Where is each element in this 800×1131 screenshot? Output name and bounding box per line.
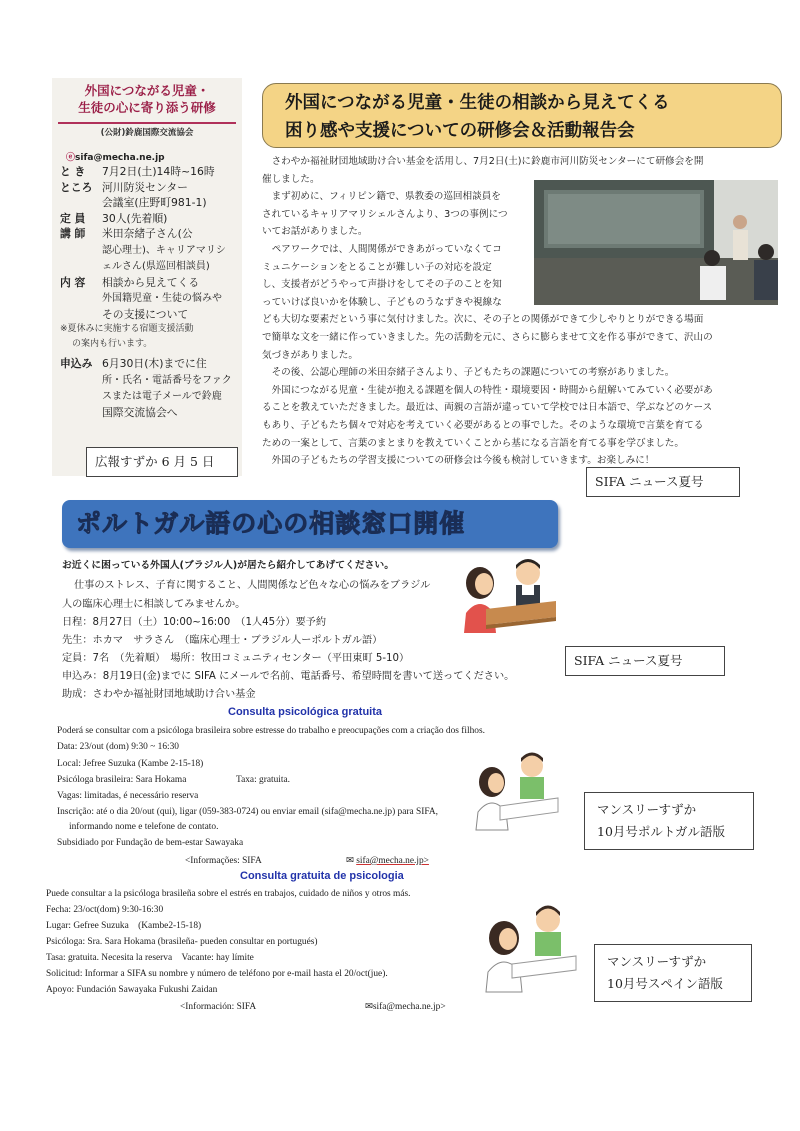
pt-vagas: Vagas: limitadas, é necessário reserva	[57, 791, 199, 801]
pt-heading: Consulta psicológica gratuita	[228, 706, 383, 718]
pt-email[interactable]: ✉ sifa@mecha.ne.jp>	[346, 856, 429, 866]
counseling-people-icon	[478, 896, 578, 996]
counseling-people-icon	[456, 553, 560, 641]
report-para: もあり、子どもたち個々で対応を考えていく必要があるとの事でした。そのような環境で言葉を育てる	[262, 420, 704, 431]
flyer-apply: 申込み 6月30日(木)までに住 所・氏名・電話番号をファク スまたは電子メールで鈴鹿 国際交流協会へ	[60, 357, 232, 419]
jp-apply: 申込み：8月19日(金)までに SIFA にメールで名前、電話番号、希望時間を書いて送ってください。	[62, 671, 515, 682]
pt-inscricao: Inscrição: até o dia 20/out (qui), ligar (059-383-0724) ou enviar email (sifa@mecha.ne.jp) para SIFA,	[57, 807, 438, 817]
report-para: ミュニケーションをとることが難しい子の対応を設定	[262, 261, 492, 273]
source-tag-monthly-es: マンスリーすずか 10月号スペイン語版	[594, 944, 752, 1002]
report-para: されているキャリアマリシェルさんより、3つの事例につ	[262, 208, 508, 220]
es-fecha: Fecha: 23/oct(dom) 9:30-16:30	[46, 905, 164, 915]
training-photo-illustration	[534, 180, 778, 305]
es-tasa: Tasa: gratuita. Necesita la reserva Vacante: hay límite	[46, 953, 254, 963]
pt-psicologa: Psicóloga brasileira: Sara Hokama	[57, 775, 187, 785]
es-solicitud: Solicitud: Informar a SIFA su nombre y número de teléfono por e-mail hasta el 20/oct(jue).	[46, 969, 388, 979]
jp-support: 助成：さわやか福祉財団地域助け合い基金	[62, 689, 256, 700]
report-para: 気づきがありました。	[262, 349, 358, 361]
source-tag-sifa-report: SIFA ニュース夏号	[586, 467, 740, 497]
report-para: ための一案として、言葉のまとまりを教えていくことから基になる言語を育てる事を学びました。	[262, 437, 684, 449]
source-tag-monthly-pt: マンスリーすずか 10月号ポルトガル語版	[584, 792, 754, 850]
flyer-row: 定 員 30人(先着順)	[60, 211, 168, 225]
pt-intro: Poderá se consultar com a psicóloga brasileira sobre estresse do trabalho e preocupações com a criação dos filhos.	[57, 726, 485, 736]
flyer-note: ※夏休みに実施する宿題支援活動 の案内も行います。	[60, 324, 194, 349]
counseling-illustration	[456, 553, 560, 641]
report-para: いてお話がありました。	[262, 226, 368, 238]
jp-body: 人の臨床心理士に相談してみませんか。	[62, 599, 246, 610]
jp-capacity: 定員：7名 （先着順） 場所：牧田コミュニティセンター（平田東町 5-10）	[62, 653, 410, 664]
pt-inscricao-2: informando nome e telefone de contato.	[69, 822, 219, 832]
es-lugar: Lugar: Gefree Suzuka (Kambe2-15-18)	[46, 921, 202, 931]
flyer-row: と き 7月2日(土)14時~16時	[60, 165, 215, 178]
es-intro: Puede consultar a la psicóloga brasileña sobre el estrés en trabajos, cuidado de niños y otros más.	[46, 889, 411, 899]
flyer-row: 認心理士)、キャリアマリシ	[102, 244, 226, 256]
source-tag-sifa-jp: SIFA ニュース夏号	[565, 646, 725, 676]
report-para: その後、公認心理師の米田奈緒子さんより、子どもたちの課題についての考察がありました。	[271, 367, 675, 379]
counseling-illustration-3	[478, 896, 578, 996]
es-info: <Información: SIFA	[180, 1002, 257, 1012]
report-banner: 外国につながる児童・生徒の相談から見えてくる 困り感や支援についての研修会＆活動報告会	[262, 83, 782, 148]
report-para: で簡単な文を一緒に作っていきました。先の活動を元に、さらに膨らませて文を作る事ができて、沢山の	[262, 332, 713, 343]
report-para: 催しました。	[262, 173, 320, 185]
flyer-row: 講 師 米田奈緒子さん(公	[60, 227, 193, 240]
mail-icon: ✉	[346, 856, 357, 866]
pt-info: <Informações: SIFA	[185, 856, 262, 866]
es-apoyo: Apoyo: Fundación Sawayaka Fukushi Zaidan	[46, 985, 218, 995]
pt-subsidiado: Subsidiado por Fundação de bem-estar Sawayaka	[57, 838, 244, 848]
report-para: ペアワークでは、人間関係ができあがっていなくてコ	[271, 244, 502, 255]
report-para: 外国の子どもたちの学習支援についての研修会は今後も検討していきます。お楽しみに！	[271, 455, 655, 467]
es-psicologa: Psicóloga: Sra. Sara Hokama (brasileña- pueden consultar en portugués)	[46, 937, 318, 947]
report-para: ども大切な要素だという事に気付けました。次に、その子との関係ができて少しやりとりができる場面	[262, 314, 704, 326]
report-para: し、支援者がどうやって声掛けをしてその子のことを知	[262, 279, 502, 291]
flyer-row: 内 容 相談から見えてくる	[60, 275, 200, 289]
flyer-title-rule	[58, 122, 236, 124]
flyer-row: その支援について	[102, 307, 189, 321]
jp-lead: お近くに困っている外国人(ブラジル人)が居たら紹介してあげてください。	[62, 560, 395, 571]
report-para: 外国につながる児童・生徒が抱える課題を個人の特性・環境要因・時間から紐解いてみていく必要があ	[271, 384, 713, 396]
flyer-row: ェルさん(県巡回相談員)	[102, 261, 210, 272]
report-para: っていけば良いかを体験し、子どものうなずきや視線な	[262, 296, 502, 308]
flyer-row: 会議室(庄野町981-1)	[102, 196, 207, 209]
email-icon: ⓔ	[66, 153, 76, 163]
counseling-illustration-2	[470, 744, 560, 836]
es-email[interactable]: ✉sifa@mecha.ne.jp>	[365, 1002, 446, 1012]
portuguese-counseling-banner: ポルトガル語の心の相談窓口開催	[62, 500, 558, 548]
flyer-row: ところ 河川防災センター	[60, 180, 188, 194]
jp-teacher: 先生：ホカマ サラさん （臨床心理士・ブラジル人ーポルトガル語）	[62, 635, 383, 646]
counseling-people-icon	[470, 744, 560, 836]
report-para: ることを教えていただきました。最近は、両親の言語が違っていて学校では日本語で、学ぶなどのケース	[262, 402, 713, 414]
source-tag-koho: 広報すずか 6 月 5 日	[86, 447, 238, 477]
es-heading: Consulta gratuita de psicologia	[240, 870, 404, 882]
flyer-title: 外国につながる児童・ 生徒の心に寄り添う研修	[78, 83, 216, 115]
report-para: まず初めに、フィリピン籍で、県教委の巡回相談員を	[271, 191, 501, 203]
flyer-details	[60, 164, 240, 322]
flyer-org: (公財)鈴鹿国際交流協会	[100, 128, 194, 138]
report-para: さわやか福祉財団地域助け合い基金を活用し、7月2日(土)に鈴鹿市河川防災センターにて研修会を開	[271, 156, 704, 167]
flyer-row: 外国籍児童・生徒の悩みや	[102, 293, 222, 304]
flyer-email[interactable]: ⓔsifa@mecha.ne.jp	[66, 153, 165, 163]
pt-local: Local: Jefree Suzuka (Kambe 2-15-18)	[57, 759, 204, 769]
training-flyer	[52, 78, 242, 476]
pt-date: Data: 23/out (dom) 9:30 ~ 16:30	[57, 742, 179, 752]
training-photo	[534, 180, 778, 305]
jp-date: 日程：8月27日（土）10:00~16:00 （1人45分）要予約	[62, 617, 327, 628]
jp-body: 仕事のストレス、子育に関すること、人間関係など色々な心の悩みをブラジル	[74, 580, 431, 591]
pt-taxa: Taxa: gratuita.	[236, 775, 291, 785]
